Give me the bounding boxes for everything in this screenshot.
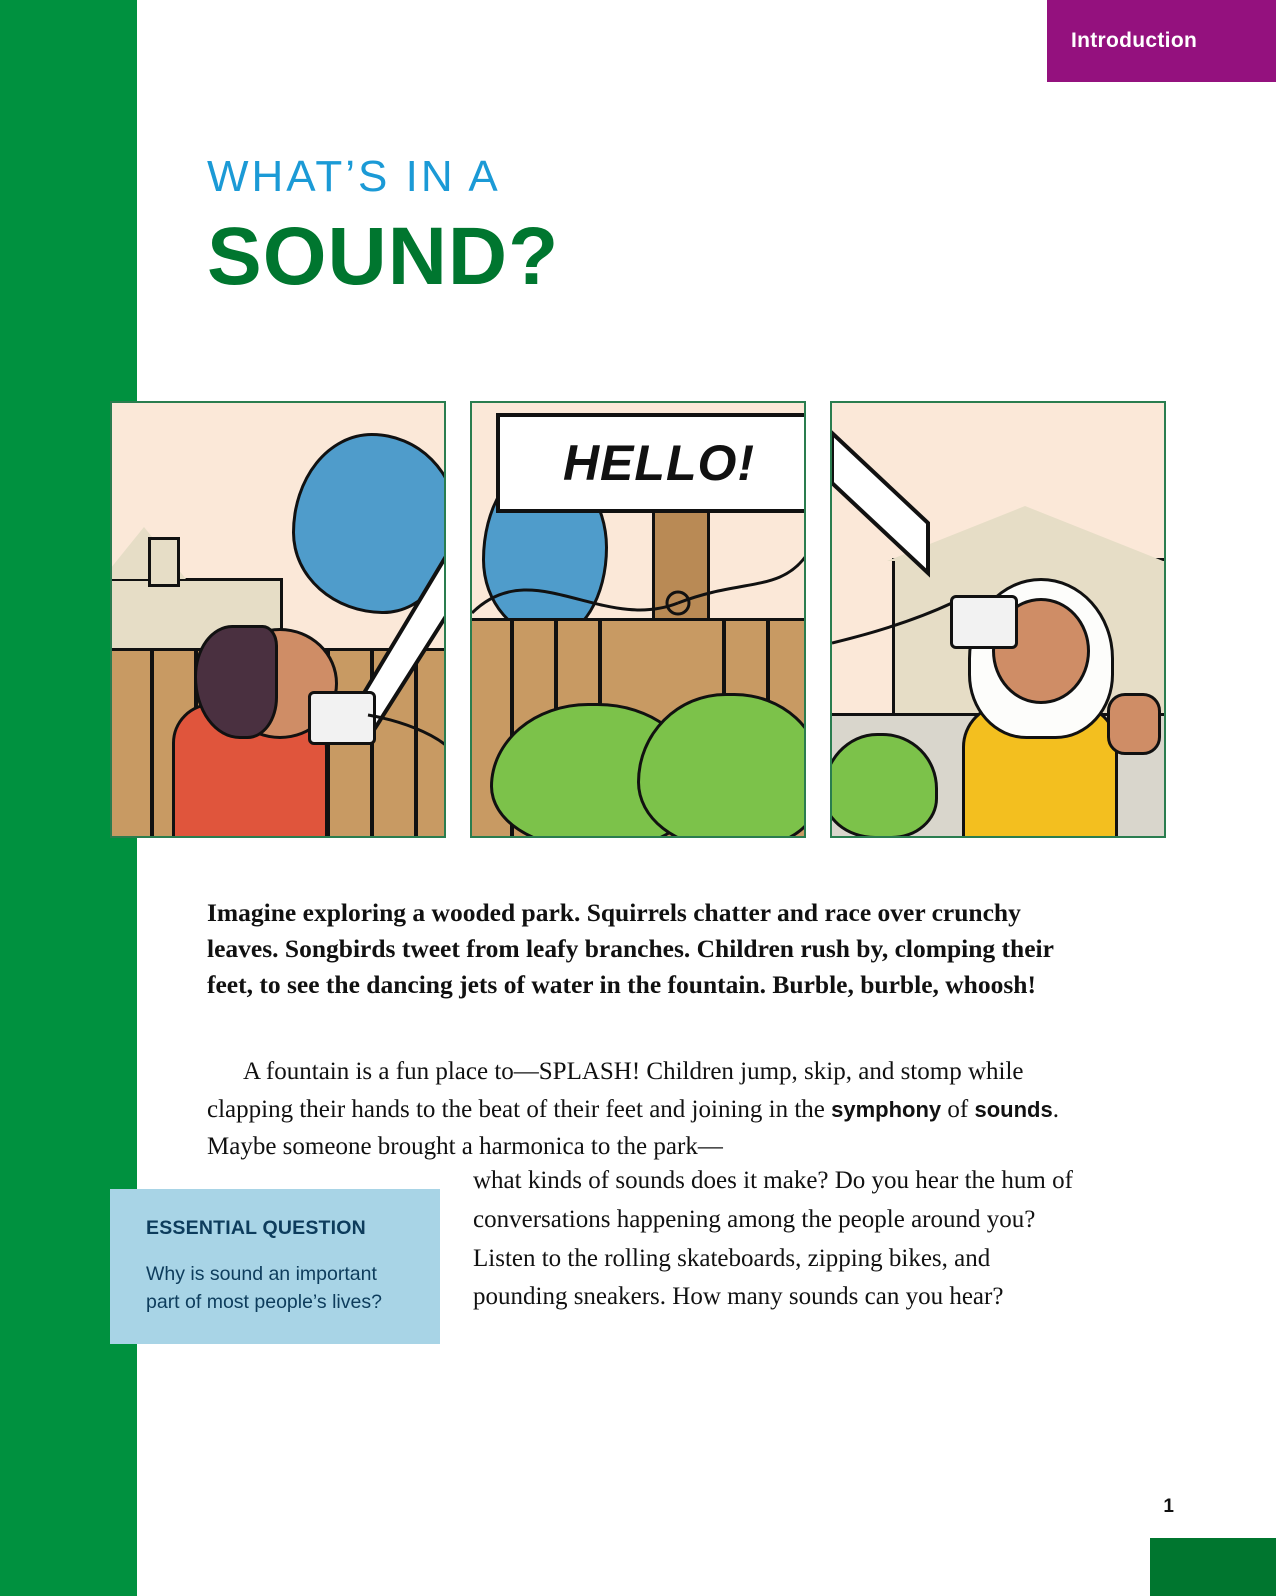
- glossary-term-sounds: sounds: [974, 1096, 1053, 1122]
- body-paragraph-2: [207, 1053, 1079, 1166]
- page-number: 1: [1163, 1496, 1174, 1517]
- corner-green-block: [1150, 1538, 1276, 1596]
- section-tab-label: Introduction: [1071, 29, 1198, 52]
- fence-string: [472, 403, 806, 838]
- section-tab-introduction: [1047, 0, 1276, 82]
- comic-panel-2: [470, 401, 806, 838]
- speech-bubble-text: HELLO!: [562, 435, 756, 491]
- glossary-term-symphony: symphony: [831, 1096, 942, 1122]
- para2-text-part1: A fountain is a fun place to—SPLASH! Children jump, skip, and stomp while clapping their hands to the beat of their feet and joining in the: [207, 1058, 1024, 1123]
- tin-can-2: [950, 595, 1018, 649]
- girl2-hand: [1107, 693, 1161, 755]
- essential-question-box: [110, 1189, 440, 1344]
- essential-question-text: Why is sound an important part of most people’s lives?: [146, 1263, 382, 1314]
- para2-text-part2: . Maybe someone brought a harmonica to the park—: [207, 1095, 1059, 1160]
- comic-strip: [110, 401, 1190, 838]
- comic-panel-1: [110, 401, 446, 838]
- body-paragraph-3: what kinds of sounds does it make? Do you hear the hum of conversations happening among the people around you? Listen to the rolling skateboards, zipping bikes, and pounding sneakers. How many sounds can you hear?: [473, 1167, 1073, 1311]
- page-kicker-title: WHAT’S IN A: [207, 152, 501, 201]
- comic-panel-3: [830, 401, 1166, 838]
- page-title: SOUND?: [207, 211, 560, 302]
- lead-paragraph: Imagine exploring a wooded park. Squirrels chatter and race over crunchy leaves. Songbirds tweet from leafy branches. Children rush by, clomping their feet, to see the dancing jets of water in the fountain. Burble, burble, whoosh!: [207, 898, 1054, 1000]
- essential-question-heading: ESSENTIAL QUESTION: [146, 1217, 366, 1239]
- para2-text-mid: of: [941, 1095, 975, 1123]
- can-string-1: [112, 403, 446, 838]
